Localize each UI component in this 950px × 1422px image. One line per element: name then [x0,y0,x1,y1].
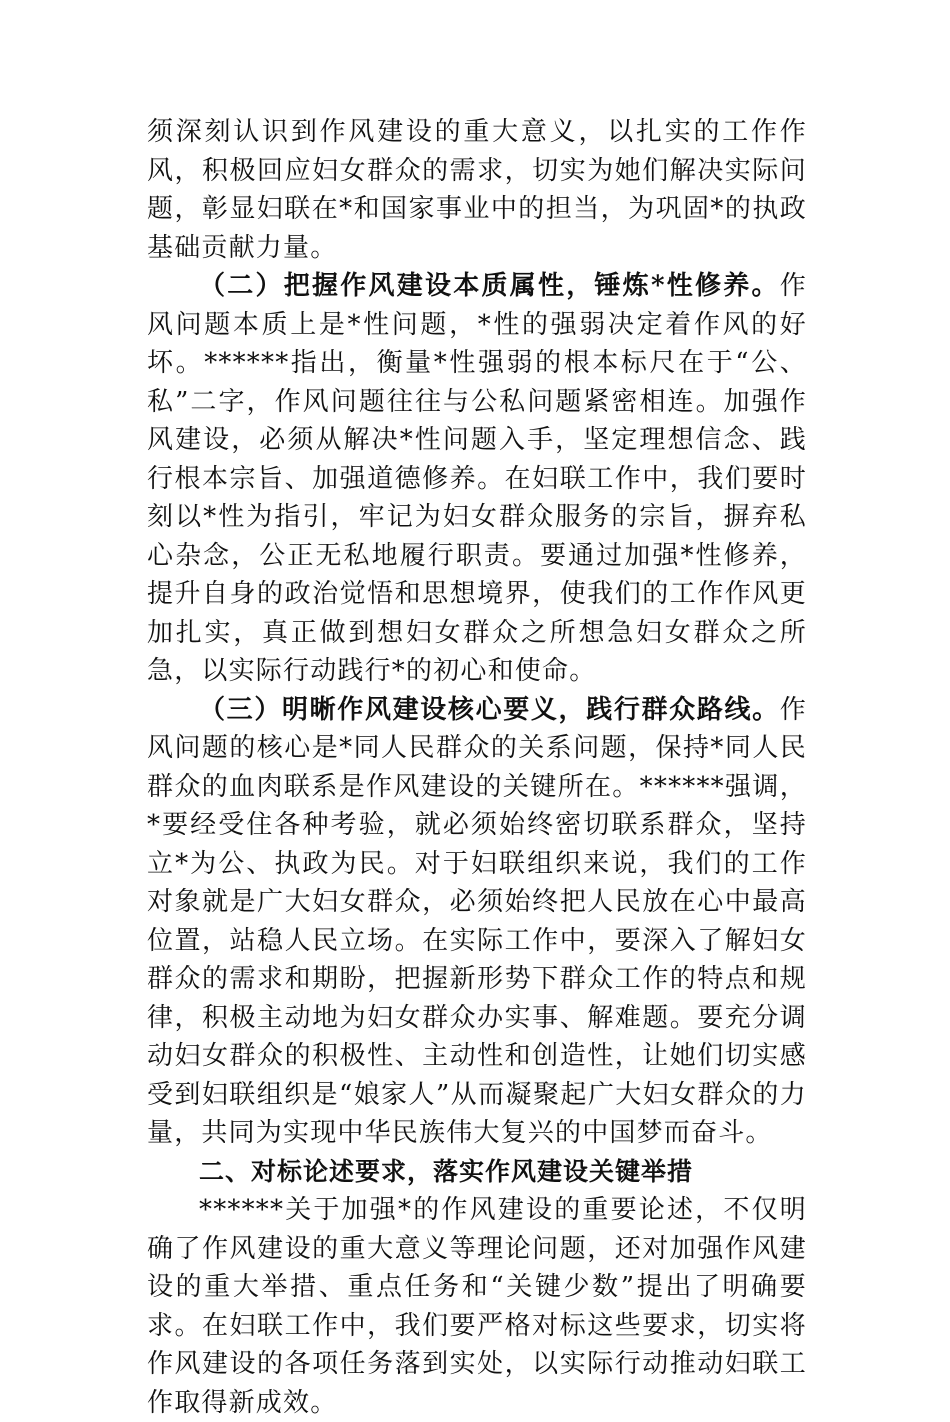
paragraph-text: 作风问题本质上是*性问题，*性的强弱决定着作风的好坏。******指出，衡量*性强弱的根本标尺在于“公、私”二字，作风问题往往与公私问题紧密相连。加强作风建设，必须从解决*性问题入手，坚定理想信念、践行根本宗旨、加强道德修养。在妇联工作中，我们要时刻以*性为指引，牢记为妇女群众服务的宗旨，摒弃私心杂念，公正无私地履行职责。要通过加强*性修养，提升自身的政治觉悟和思想境界，使我们的工作作风更加扎实，真正做到想妇女群众之所想急妇女群众之所急，以实际行动践行*的初心和使命。 [147,271,807,686]
paragraph-text: 须深刻认识到作风建设的重大意义，以扎实的工作作风，积极回应妇女群众的需求，切实为她们解决实际问题，彰显妇联在*和国家事业中的担当，为巩固*的执政基础贡献力量。 [147,117,807,263]
paragraph-closing [147,1191,807,1422]
paragraph-section-2 [147,267,807,691]
paragraph-text: ******关于加强*的作风建设的重要论述，不仅明确了作风建设的重大意义等理论问题，还对加强作风建设的重大举措、重点任务和“关键少数”提出了明确要求。在妇联工作中，我们要严格对标这些要求，切实将作风建设的各项任务落到实处，以实际行动推动妇联工作取得新成效。 [147,1195,807,1418]
paragraph-text: 作风问题的核心是*同人民群众的关系问题，保持*同人民群众的血肉联系是作风建设的关键所在。******强调，*要经受住各种考验，就必须始终密切联系群众，坚持立*为公、执政为民。对于妇联组织来说，我们的工作对象就是广大妇女群众，必须始终把人民放在心中最高位置，站稳人民立场。在实际工作中，要深入了解妇女群众的需求和期盼，把握新形势下群众工作的特点和规律，积极主动地为妇女群众办实事、解难题。要充分调动妇女群众的积极性、主动性和创造性，让她们切实感受到妇联组织是“娘家人”从而凝聚起广大妇女群众的力量，共同为实现中华民族伟大复兴的中国梦而奋斗。 [147,694,807,1148]
section-heading: 二、对标论述要求，落实作风建设关键举措 [199,1156,694,1186]
paragraph-section-3 [147,691,807,1153]
paragraph-lead-heading: （三）明晰作风建设核心要义，践行群众路线。 [199,694,780,725]
paragraph-continuation [147,113,807,267]
paragraph-lead-heading: （二）把握作风建设本质属性，锤炼*性修养。 [199,271,780,301]
document-body [147,113,807,1422]
